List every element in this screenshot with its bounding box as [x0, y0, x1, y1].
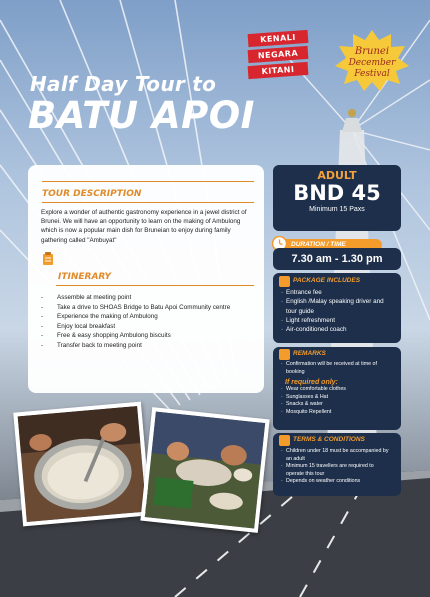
tour-description-text: Explore a wonder of authentic gastronomy experience in a jewel district of Brunei. We will have an opportunity to learn on the making of Ambulong which is now a popular main dish for Bruneian to enjoy during family gathering called "Ambuyat" [41, 209, 247, 244]
list-item: · Air-conditioned coach [281, 325, 393, 334]
handshake-icon [279, 435, 290, 446]
list-item: · Children under 18 must be accompanied by an adult [281, 448, 393, 463]
tour-info-card [28, 165, 264, 393]
list-item: · Entrance fee [281, 288, 393, 297]
page-subtitle: Half Day Tour to [30, 72, 217, 96]
ambulong-cooking-photo [13, 402, 150, 527]
logo-word: KENALI [248, 30, 309, 47]
package-icon [279, 276, 290, 287]
list-item: · Wear comfortable clothes [281, 386, 393, 394]
list-item: · Sunglasses & Hat [281, 394, 393, 402]
festival-logo-text: Festival [354, 69, 390, 79]
festival-logo-text: Brunei [354, 46, 390, 57]
minimum-pax: Minimum 15 Paxs [309, 206, 365, 213]
ambulong-making-photo [140, 407, 269, 533]
logo-word: NEGARA [248, 46, 309, 63]
remarks-list [281, 386, 393, 416]
itinerary-icon [42, 252, 54, 266]
list-item: - Assemble at meeting point [41, 293, 255, 303]
list-item: - Free & easy shopping Ambulong biscuits [41, 331, 255, 341]
remarks-heading: REMARKS [293, 350, 326, 357]
list-item: · Mosquito Repellent [281, 409, 393, 417]
divider [42, 202, 254, 203]
price-panel [273, 165, 401, 231]
divider [42, 181, 254, 182]
itinerary-heading: ITINERARY [58, 272, 112, 282]
list-item: · Snacks & water [281, 401, 393, 409]
confirmation-note: · Confirmation will be received at time of booking [281, 361, 393, 376]
festival-logo-text: December [348, 58, 396, 68]
package-includes-panel [273, 273, 401, 343]
duration-label: DURATION / TIME [278, 239, 382, 251]
terms-panel [273, 433, 401, 496]
list-item: - Transfer back to meeting point [41, 341, 255, 351]
package-heading: PACKAGE INCLUDES [293, 277, 361, 284]
list-item: · Depends on weather conditions [281, 478, 393, 486]
divider [56, 285, 254, 286]
tour-description-heading: TOUR DESCRIPTION [42, 189, 142, 199]
terms-list [281, 448, 393, 486]
price-amount: BND 45 [293, 181, 381, 205]
list-item: · Light refreshment [281, 316, 393, 325]
page-title: BATU APOI [28, 94, 255, 137]
list-item: - Take a drive to SHOAS Bridge to Batu Apoi Community centre [41, 303, 255, 313]
itinerary-list [41, 293, 255, 350]
duration-time: 7.30 am - 1.30 pm [273, 248, 401, 270]
brunei-december-festival-logo [333, 28, 411, 92]
pencil-icon [279, 349, 290, 360]
kenali-negara-kitani-logo [248, 32, 308, 80]
list-item: · English /Malay speaking driver and tour guide [281, 297, 393, 316]
list-item: - Experience the making of Ambulong [41, 312, 255, 322]
required-only-heading: If required only: [285, 379, 338, 387]
logo-word: KITANI [248, 62, 309, 79]
list-item: · Minimum 15 travellers are required to operate this tour [281, 463, 393, 478]
price-category: ADULT [317, 169, 357, 182]
remarks-panel [273, 347, 401, 430]
package-list [281, 288, 393, 334]
terms-heading: TERMS & CONDITIONS [293, 436, 365, 443]
list-item: - Enjoy local breakfast [41, 322, 255, 332]
